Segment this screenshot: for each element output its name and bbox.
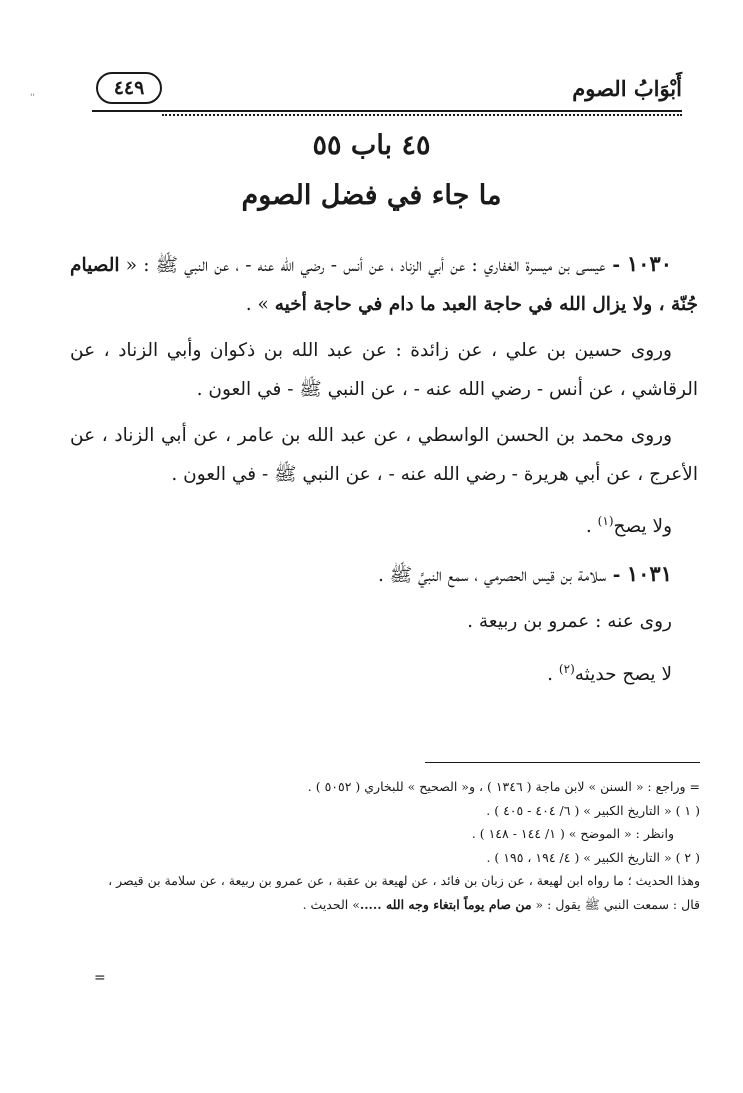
no-sahih-text: ولا يصح (613, 516, 672, 538)
no-sahih-hadith-text: لا يصح حديثه (574, 663, 672, 685)
paragraph-no-sahih (70, 502, 698, 547)
entry-text: سلامة بن قيس الحصرمي ، سمع النبيَّ ﷺ . (377, 564, 607, 586)
paragraph-wasiti: وروى محمد بن الحسن الواسطي ، عن عبد الله بن عامر ، عن أبي الزناد ، عن الأعرج ، عن أبي هريرة - رضي الله عنه - ، عن النبي ﷺ - في العون . (70, 425, 698, 485)
header-rule (92, 110, 682, 112)
no-sahih-line (70, 650, 698, 695)
no-sahih-end: . (585, 516, 598, 538)
footnote-ref-1: (١) (597, 514, 614, 528)
page-number: ٤٤٩ (96, 72, 162, 104)
running-title: أَبْوَابُ الصوم (572, 76, 682, 101)
no-sahih-hadith-end: . (547, 663, 559, 685)
continuation-mark: = (94, 970, 106, 986)
footnote-continuation: = وراجع : « السنن » لابن ماجة ( ١٣٤٦ ) ، و« الصحيح » للبخاري ( ٥٠٥٢ ) . (307, 779, 700, 794)
header-dotted-rule (162, 114, 682, 116)
entry-1031: ١٠٣١ - سلامة بن قيس الحصرمي ، سمع النبيَّ ﷺ . (377, 560, 672, 586)
footnote-ref-2: (٢) (558, 661, 575, 676)
footnote-2-note (88, 869, 700, 916)
footnote-2-text: وهذا الحديث ؛ ما رواه ابن لهيعة ، عن زبان بن فائد ، عن لهيعة بن عقبة ، عن عمرو بن ربيعة ، عن سلامة بن قيصر ، قال : سمعت النبي ﷺ يقول : « (108, 873, 700, 912)
chapter-number: ٤٥ باب ٥٥ (312, 130, 431, 161)
entry-text-end: » . (245, 293, 269, 315)
stray-mark: '' (30, 93, 35, 103)
chapter-title: ما جاء في فضل الصوم (241, 180, 502, 211)
entry-text: عيسى بن ميسرة الغفاري : عن أبي الزناد ، عن أنس - رضي الله عنه - ، عن النبي ﷺ : « (125, 255, 606, 276)
footnote-2: ( ٢ ) « التاريخ الكبير » ( ٤/ ١٩٤ ، ١٩٥ ) . (486, 849, 700, 865)
footnote-2-end: » الحديث . (302, 896, 360, 912)
hadith-text: الصيام جُنّة ، ولا يزال الله في حاجة العبد ما دام في حاجة أخيه (70, 255, 698, 315)
footnote-separator (425, 762, 700, 763)
entry-number: ١٠٣٠ (626, 251, 672, 276)
footnotes (88, 775, 700, 916)
footnote-1-see-also: وانظر : « الموضح » ( ١/ ١٤٤ - ١٤٨ ) . (471, 826, 674, 841)
footnote-2-hadith: من صام يوماً ابتغاء وجه الله ..... (359, 896, 532, 912)
entry-number: ١٠٣١ (626, 560, 672, 586)
paragraph-hussein: وروى حسين بن علي ، عن زائدة : عن عبد الله بن ذكوان وأبي الزناد ، عن الرقاشي ، عن أنس - رضي الله عنه - ، عن النبي ﷺ - في العون . (70, 340, 698, 400)
page-header (92, 70, 682, 122)
entry-1030: ١٠٣٠ - عيسى بن ميسرة الغفاري : عن أبي الزناد ، عن أنس - رضي الله عنه - ، عن النبي ﷺ : « الصيام جُنّة ، ولا يزال الله في حاجة العبد ما دام في حاجة أخيه » . (70, 251, 698, 315)
footnote-1: ( ١ ) « التاريخ الكبير » ( ٦/ ٤٠٤ - ٤٠٥ ) . (486, 802, 700, 818)
narrator-line: روى عنه : عمرو بن ربيعة . (467, 611, 672, 633)
main-text (70, 245, 698, 702)
